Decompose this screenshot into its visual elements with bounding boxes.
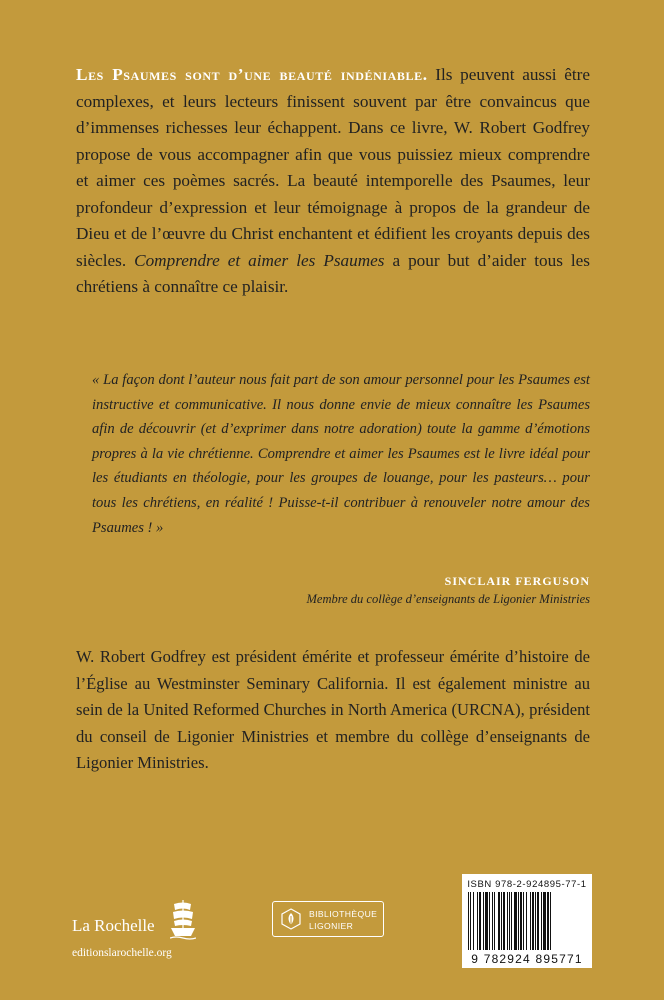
ship-icon [170,898,196,940]
barcode-bar [477,892,478,950]
badge-line2: LIGONIER [309,921,354,931]
barcode-digits: 9 782924 895771 [471,952,583,966]
barcode-bars [468,892,586,952]
bibliotheque-ligonier-badge [272,901,384,937]
barcode-bar [543,892,546,950]
author-bio: W. Robert Godfrey est président émérite et professeur émérite d’histoire de l’Église au Westminster Seminary California. Il est également ministre au sein de la United Reformed Churches in North America (URCNA), président du conseil de Ligonier Ministries et membre du collège d’enseignants de Ligonier Ministries. [76,647,590,773]
barcode-bar [530,892,531,950]
barcode-bar [492,892,493,950]
barcode-bar [489,892,490,950]
seed-icon [280,908,302,930]
barcode-bar [509,892,510,950]
barcode-bar [503,892,505,950]
endorsement-author: SINCLAIR FERGUSON [444,574,590,588]
barcode-bar [511,892,512,950]
barcode-bar [473,892,474,950]
barcode-bar [547,892,549,950]
barcode-bar [520,892,522,950]
back-cover-blurb [76,62,590,301]
barcode-bar [507,892,508,950]
blurb-book-title: Comprendre et aimer les Psaumes [134,250,385,270]
barcode-bar [494,892,495,950]
barcode-bar [526,892,527,950]
barcode-bar [485,892,488,950]
barcode-bar [483,892,484,950]
endorsement-quote: « La façon dont l’auteur nous fait part de son amour personnel pour les Psaumes est instructive et communicative. Il nous donne envie de mieux connaître les Psaumes afin de découvrir (et d’exprimer dans notre adoration) toute la gamme d’émotions propres à la vie chrétienne. Comprendre et aimer les Psaumes est le livre idéal pour les étudiants en théologie, pour les groupes de louange, pour les pasteurs… pour tous les chrétiens, en réalité ! Puisse-t-il contribuer à renouveler notre amour des Psaumes ! » [92,372,590,536]
barcode-bar [537,892,539,950]
badge-line1: BIBLIOTHÈQUE [309,909,378,919]
barcode-bar [535,892,536,950]
publisher-url: editionslarochelle.org [72,947,172,959]
isbn-barcode [462,874,592,968]
barcode-bar [550,892,551,950]
barcode-bar [514,892,517,950]
barcode-bar [479,892,481,950]
barcode-bar [498,892,500,950]
barcode-bar [541,892,542,950]
barcode-bar [523,892,524,950]
barcode-bar [470,892,471,950]
barcode-bar [532,892,534,950]
barcode-bar [468,892,469,950]
barcode-bar [518,892,519,950]
barcode-bar [501,892,502,950]
publisher-name: La Rochelle [72,916,155,935]
blurb-text-part1: Ils peuvent aussi être complexes, et leurs lecteurs finissent souvent par être convaincus que d’immenses richesses leur échappent. Dans ce livre, W. Robert Godfrey propose de vous accompagner afin que vous puissiez mieux comprendre et aimer ces poèmes sacrés. La beauté intemporelle des Psaumes, leur profondeur d’expression et leur témoignage à propos de la grandeur de Dieu et de l’œuvre du Christ enchantent et édifient les croyants depuis des siècles. [76,65,590,270]
endorsement-author-role: Membre du collège d’enseignants de Ligonier Ministries [306,592,590,606]
blurb-text-part2: a pour but d’aider tous les chrétiens à connaître ce plaisir. [76,250,590,296]
isbn-number: ISBN 978-2-924895-77-1 [467,879,587,890]
blurb-lead: Les Psaumes sont d’une beauté indéniable. [76,65,428,84]
badge-label [309,908,377,932]
